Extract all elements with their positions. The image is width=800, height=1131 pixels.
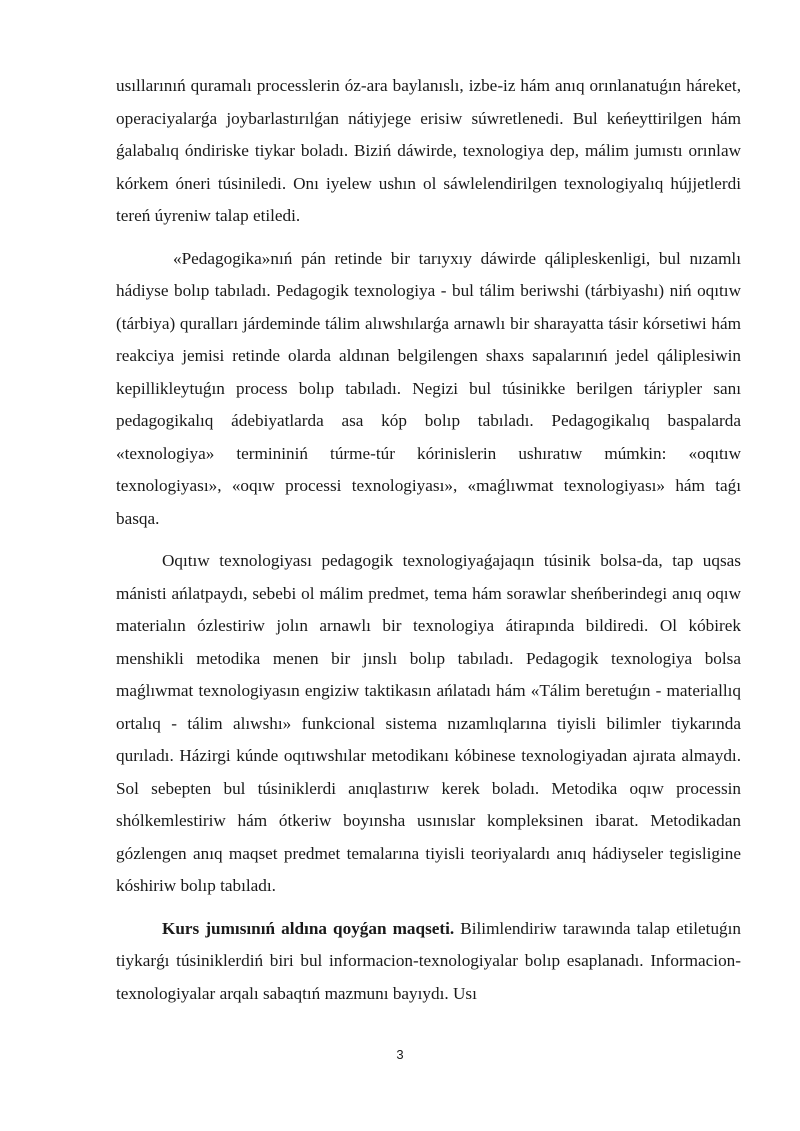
paragraph-pedagogika [116, 243, 741, 536]
text-column [116, 70, 741, 1010]
paragraph-text: usıllarınıń quramalı processlerin óz-ara baylanıslı, izbe-iz hám anıq orınlanatuǵın háreket, operaciyalarǵa joybarlastırılǵan nátiyjege erisiw súwretlenedi. Bul keńeyttirilgen hám ǵalabalıq óndiriske tiykar boladı. Biziń dáwirde, texnologiya dep, málim jumıstı orınlaw kórkem óneri túsiniledi. Onı iyelew ushın ol sáwlelendirilgen texnologiyalıq hújjetlerdi tereń úyreniw talap etiledi. [116, 76, 741, 225]
paragraph-oqitiw-texnologiyasi [116, 545, 741, 903]
paragraph-text: Bilimlendiriw tarawında talap etiletuǵın tiykarǵı túsiniklerdiń biri bul informacion-texnologiyalar bolıp esaplanadı. Informacion-texnologiyalar arqalı sabaqtıń mazmunı bayıydı. Usı [116, 918, 741, 1003]
paragraph-kurs-maqseti [116, 913, 741, 1011]
paragraph-text: «Pedagogika»nıń pán retinde bir tarıyxıy dáwirde qálipleskenligi, bul nızamlı hádiyse bolıp tabıladı. Pedagogik texnologiya - bul tálim beriwshi (tárbiyashı) niń oqıtıw (tárbiya) quralları járdeminde tálim alıwshılarǵa arnawlı bir sharayatta tásir kórsetiwi hám reakciya jemisi retinde olarda aldınan belgilengen shaxs sapalarınıń jedel qáliplesiwin kepillikleytuǵın process bolıp tabıladı. Negizi bul túsinikke berilgen táriypler sanı pedagogikalıq ádebiyatlarda asa kóp bolıp tabıladı. Pedagogikalıq baspalarda «texnologiya» termininiń túrme-túr kórinislerin ushıratıw múmkin: «oqıtıw texnologiyası», «oqıw processi texnologiyası», «maǵlıwmat texnologiyası» hám taǵı basqa. [116, 248, 741, 528]
paragraph-continuation [116, 70, 741, 233]
page-number: 3 [396, 1047, 404, 1062]
section-heading-inline: Kurs jumısınıń aldına qoyǵan maqseti. [162, 918, 455, 938]
paragraph-text: Oqıtıw texnologiyası pedagogik texnologiyaǵajaqın túsinik bolsa-da, tap uqsas mánisti ańlatpaydı, sebebi ol málim predmet, tema hám sorawlar sheńberindegi anıq oqıw materialın ózlestiriw jolın arnawlı bir texnologiya átirapında bildiredi. Ol kóbirek menshikli metodika menen bir jınslı bolıp tabıladı. Pedagogik texnologiya bolsa maǵlıwmat texnologiyasın engiziw taktikasın ańlatadı hám «Tálim beretuǵın - materiallıq ortalıq - tálim alıwshı» funkcional sistema nızamlıqlarına tiyisli bilimler tiykarında qurıladı. Házirgi kúnde oqıtıwshılar metodikanı kóbinese texnologiyadan ajırata almaydı. Sol sebepten bul túsiniklerdi anıqlastırıw kerek boladı. Metodika oqıw processin shólkemlestiriw hám ótkeriw boyınsha usınıslar kompleksinen ibarat. Metodikadan gózlengen anıq maqset predmet temalarına tiyisli teoriyalardı anıq hádiyseler tegisligine kóshiriw bolıp tabıladı. [116, 551, 741, 895]
